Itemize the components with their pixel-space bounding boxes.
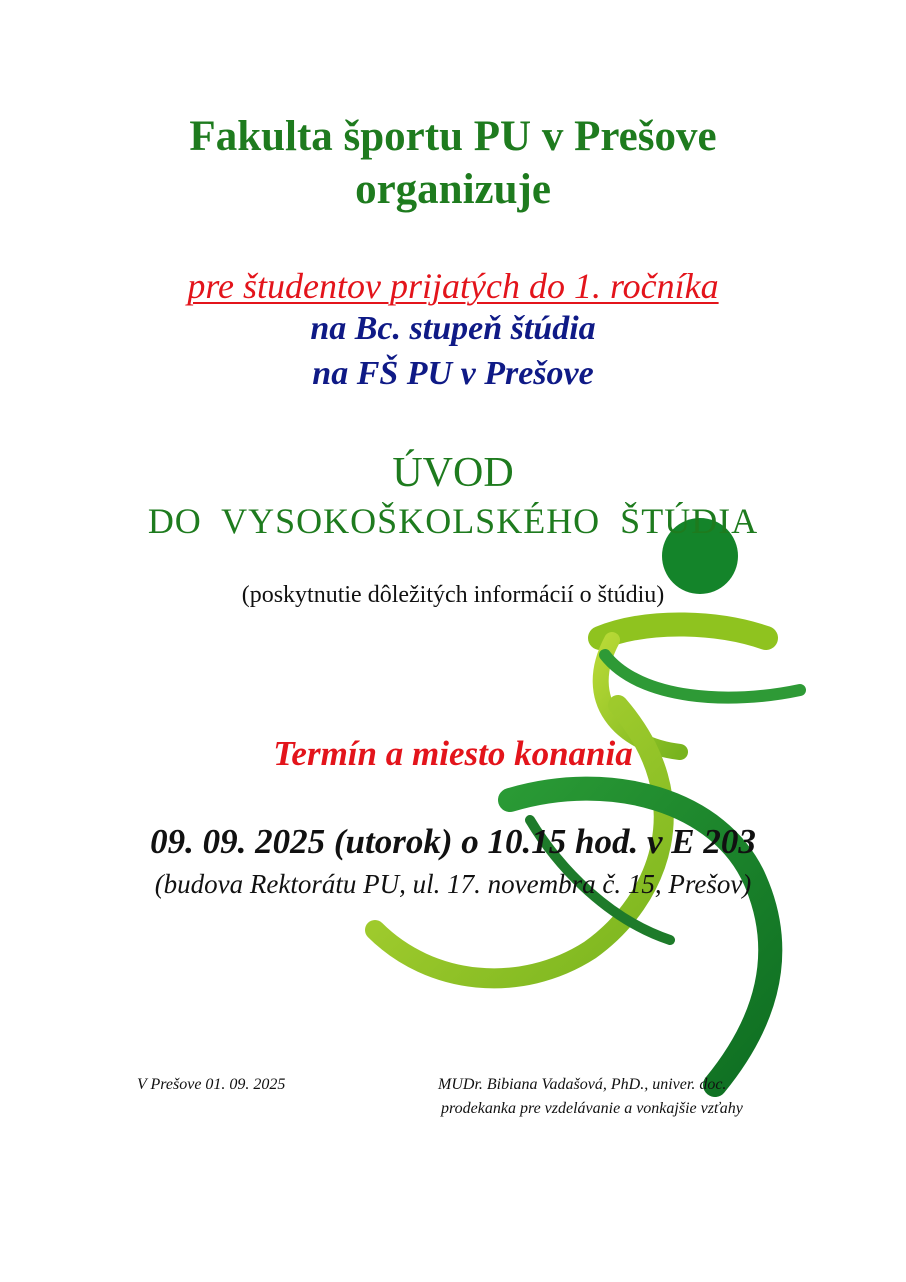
event-datetime: 09. 09. 2025 (utorok) o 10.15 hod. v E 203 xyxy=(150,822,756,861)
faculty-title: Fakulta športu PU v Prešove xyxy=(189,113,717,160)
place-date: V Prešove 01. 09. 2025 xyxy=(137,1076,286,1093)
logo-right-arc xyxy=(605,655,800,698)
schedule-heading: Termín a miesto konania xyxy=(273,734,633,773)
audience-line-1: pre študentov prijatých do 1. ročníka xyxy=(187,266,719,306)
event-address: (budova Rektorátu PU, ul. 17. novembra č. 15, Prešov) xyxy=(154,869,752,899)
audience-line-2: na Bc. stupeň štúdia xyxy=(310,310,596,347)
logo-arm-arc xyxy=(600,624,766,638)
event-title-1: ÚVOD xyxy=(392,450,514,496)
organizes-line: organizuje xyxy=(355,166,551,213)
signatory-name: MUDr. Bibiana Vadašová, PhD., univer. doc. xyxy=(438,1076,727,1093)
audience-line-3: na FŠ PU v Prešove xyxy=(312,355,594,392)
event-title-2: DO VYSOKOŠKOLSKÉHO ŠTÚDIA xyxy=(147,501,759,541)
event-subtitle: (poskytnutie dôležitých informácií o štúdiu) xyxy=(241,582,665,608)
signatory-role: prodekanka pre vzdelávanie a vonkajšie vzťahy xyxy=(441,1100,743,1117)
